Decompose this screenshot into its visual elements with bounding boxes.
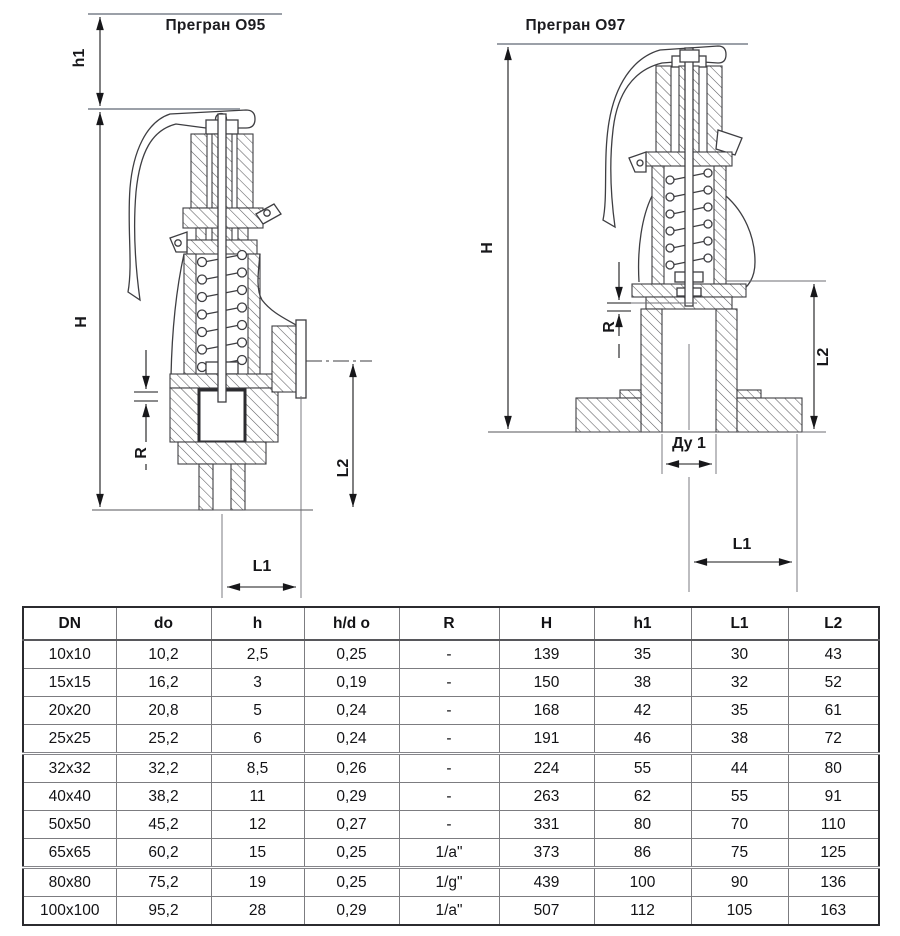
table-cell: 100 <box>594 868 691 897</box>
table-cell: 139 <box>499 640 594 669</box>
column-header: h/d o <box>304 607 399 640</box>
table-row <box>23 669 879 697</box>
table-cell: 331 <box>499 811 594 839</box>
table-cell: 62 <box>594 783 691 811</box>
dim-label-R-o97: R <box>601 321 618 333</box>
table-cell: - <box>399 783 499 811</box>
table-cell: 112 <box>594 897 691 926</box>
table-cell: 32,2 <box>116 754 211 783</box>
table-row <box>23 754 879 783</box>
table-cell: - <box>399 697 499 725</box>
table-cell: 0,24 <box>304 725 399 754</box>
table-cell: 32x32 <box>23 754 116 783</box>
table-cell: 60,2 <box>116 839 211 868</box>
dim-label-L1-o97: L1 <box>732 536 752 553</box>
table-cell: 0,29 <box>304 783 399 811</box>
table-cell: 11 <box>211 783 304 811</box>
table-row <box>23 897 879 926</box>
table-cell: 43 <box>788 640 879 669</box>
table-cell: 110 <box>788 811 879 839</box>
valve-o95-drawing <box>128 110 306 510</box>
table-cell: 46 <box>594 725 691 754</box>
table-cell: 42 <box>594 697 691 725</box>
table-cell: 30 <box>691 640 788 669</box>
table-cell: 45,2 <box>116 811 211 839</box>
table-cell: 52 <box>788 669 879 697</box>
table-row <box>23 725 879 754</box>
column-header: L2 <box>788 607 879 640</box>
table-cell: - <box>399 640 499 669</box>
table-cell: 32 <box>691 669 788 697</box>
dimension-table <box>22 606 880 926</box>
dim-label-L2-o95: L2 <box>335 458 352 478</box>
table-cell: 168 <box>499 697 594 725</box>
table-cell: 0,25 <box>304 868 399 897</box>
table-cell: 86 <box>594 839 691 868</box>
column-header: L1 <box>691 607 788 640</box>
drawing-title-o97: Прегран О97 <box>525 17 626 34</box>
table-cell: 6 <box>211 725 304 754</box>
table-cell: 507 <box>499 897 594 926</box>
dim-label-L1-o95: L1 <box>252 558 272 575</box>
table-cell: 19 <box>211 868 304 897</box>
table-cell: 125 <box>788 839 879 868</box>
table-cell: 0,26 <box>304 754 399 783</box>
table-cell: 72 <box>788 725 879 754</box>
column-header: DN <box>23 607 116 640</box>
table-cell: 1/a" <box>399 897 499 926</box>
column-header: R <box>399 607 499 640</box>
table-cell: 95,2 <box>116 897 211 926</box>
table-cell: 10x10 <box>23 640 116 669</box>
table-cell: 12 <box>211 811 304 839</box>
table-cell: 150 <box>499 669 594 697</box>
table-cell: 35 <box>594 640 691 669</box>
table-cell: 55 <box>594 754 691 783</box>
table-cell: 90 <box>691 868 788 897</box>
table-body <box>23 640 879 925</box>
table-cell: 75 <box>691 839 788 868</box>
column-header: do <box>116 607 211 640</box>
table-cell: 263 <box>499 783 594 811</box>
table-cell: - <box>399 669 499 697</box>
table-cell: 105 <box>691 897 788 926</box>
table-cell: 75,2 <box>116 868 211 897</box>
table-cell: 38,2 <box>116 783 211 811</box>
table-cell: 20,8 <box>116 697 211 725</box>
table-cell: 25x25 <box>23 725 116 754</box>
table-cell: 191 <box>499 725 594 754</box>
dim-label-R-o95: R <box>133 447 150 459</box>
table-cell: 136 <box>788 868 879 897</box>
dim-label-H-o95: H <box>73 316 90 328</box>
table-cell: 439 <box>499 868 594 897</box>
table-cell: 55 <box>691 783 788 811</box>
drawing-title-o95: Прегран О95 <box>165 17 266 34</box>
table-cell: 25,2 <box>116 725 211 754</box>
table-cell: 20x20 <box>23 697 116 725</box>
table-cell: 373 <box>499 839 594 868</box>
dim-label-h1-o95: h1 <box>71 48 88 68</box>
dimension-table-wrap <box>22 606 878 926</box>
table-cell: 16,2 <box>116 669 211 697</box>
table-cell: 163 <box>788 897 879 926</box>
table-cell: - <box>399 811 499 839</box>
table-cell: 0,25 <box>304 839 399 868</box>
table-row <box>23 697 879 725</box>
column-header: h1 <box>594 607 691 640</box>
table-cell: - <box>399 725 499 754</box>
table-cell: 10,2 <box>116 640 211 669</box>
table-cell: 80 <box>594 811 691 839</box>
table-cell: - <box>399 754 499 783</box>
table-cell: 40x40 <box>23 783 116 811</box>
table-cell: 50x50 <box>23 811 116 839</box>
table-cell: 70 <box>691 811 788 839</box>
table-cell: 1/a" <box>399 839 499 868</box>
table-cell: 44 <box>691 754 788 783</box>
table-cell: 0,27 <box>304 811 399 839</box>
table-cell: 3 <box>211 669 304 697</box>
table-row <box>23 811 879 839</box>
table-cell: 28 <box>211 897 304 926</box>
table-row <box>23 868 879 897</box>
table-cell: 35 <box>691 697 788 725</box>
table-cell: 224 <box>499 754 594 783</box>
column-header: h <box>211 607 304 640</box>
table-cell: 1/g" <box>399 868 499 897</box>
table-cell: 0,24 <box>304 697 399 725</box>
table-cell: 0,19 <box>304 669 399 697</box>
table-cell: 100x100 <box>23 897 116 926</box>
table-cell: 80x80 <box>23 868 116 897</box>
table-cell: 61 <box>788 697 879 725</box>
dim-label-L2-o97: L2 <box>815 347 832 367</box>
dim-label-du-o97: Ду 1 <box>672 435 706 452</box>
table-header-row <box>23 607 879 640</box>
dim-label-H-o97: H <box>479 242 496 254</box>
valve-o95-dimensions <box>88 14 372 598</box>
table-row <box>23 640 879 669</box>
table-cell: 8,5 <box>211 754 304 783</box>
table-cell: 38 <box>594 669 691 697</box>
table-cell: 0,25 <box>304 640 399 669</box>
table-cell: 91 <box>788 783 879 811</box>
table-cell: 2,5 <box>211 640 304 669</box>
table-cell: 38 <box>691 725 788 754</box>
table-cell: 15x15 <box>23 669 116 697</box>
table-cell: 65x65 <box>23 839 116 868</box>
column-header: H <box>499 607 594 640</box>
table-cell: 0,29 <box>304 897 399 926</box>
table-cell: 5 <box>211 697 304 725</box>
table-cell: 80 <box>788 754 879 783</box>
table-row <box>23 839 879 868</box>
table-row <box>23 783 879 811</box>
table-cell: 15 <box>211 839 304 868</box>
